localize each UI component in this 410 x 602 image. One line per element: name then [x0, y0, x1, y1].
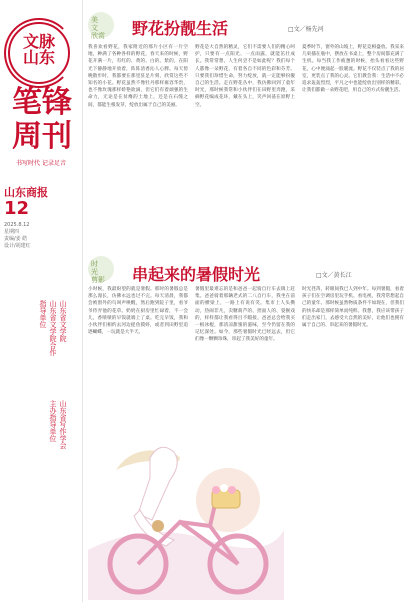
editor-credit: 责编/姜 皓 [4, 236, 28, 242]
section-icon-label-line2: 文 [91, 24, 98, 32]
section-icon-label [91, 260, 105, 284]
bicycle-illustration [88, 350, 284, 600]
page-title-line2: 周刊 [12, 119, 72, 154]
designer-credit: 设计/胡建红 [4, 243, 31, 249]
column-divider [82, 0, 83, 602]
issue-weekday: 星期四 [4, 229, 20, 235]
article-column-2: 野花是大自然的精灵，它们不需要人们的精心呵护，只要有一点阳光、一点雨露，就能茁壮成长。我常常想，人生何尝不是如此呢？我们每个人都像一朵野花，有着各自不同的色彩和芬芳。只要我们珍惜生命，努力绽放，就一定能够扮靓自己的生活。走在野花丛中，我仿佛回到了童年时光，那时候我常和小伙伴们在田野里奔跑，采摘野花编成花环，戴在头上，笑声回荡在原野上空。 [195, 45, 295, 108]
sidebar-masthead [0, 0, 82, 602]
section-icon-label [91, 16, 105, 40]
section-icon-label-line1: 时 [91, 260, 98, 268]
logo-text-line2: 山东 [22, 48, 55, 67]
section-icon-label-line3: 剪影 [91, 276, 105, 284]
section-icon-label-line1: 美 [91, 16, 98, 24]
article-byline: □文／杨先河 [288, 26, 324, 33]
section-icon [88, 12, 114, 38]
section-icon-label-line3: 欣赏 [91, 32, 105, 40]
logo-text [12, 34, 66, 66]
page-title-line1: 笔锋 [12, 85, 72, 120]
vertical-org-2: 山东省文学院合作 [49, 300, 57, 356]
article-column-3: 夏季时节，窗外的山坡上，野花竞相盛放。我采来几束插在瓶中，摆放在书桌上，整个房间都充满了生机。每当我工作疲惫的时候，抬头看看这些野花，心中便涌起一股暖流。野花不仅装点了我的居室，更装点了我的心灵。它们教会我：生活中不必追求轰轰烈烈，平凡之中也能绽放出别样的精彩。让我们都做一朵野花吧，用自己的方式扮靓生活。 [302, 45, 404, 94]
logo-text-line1: 文脉 [22, 32, 55, 51]
vertical-partner-2: 主办指导单位 [49, 400, 57, 442]
article-column-1: 我喜欢看野花，我家附近的那片小区有一片空地，种满了各种各样的野花，春天来的时候，野花开满一片，有红的、黄的、白的、紫的，在阳光下静静地开放着，阵阵清香沁人心脾。每天傍晚散步时，我都要在那里驻足片刻，欣赏这些不知名的小花。野花虽然不像牡丹那样雍容华贵，也不像玫瑰那样娇艳欲滴，但它们有着顽强的生命力，无论是在贫瘠的土地上，还是在石缝之间，都能生根发芽，绽放出属于自己的美丽。 [88, 45, 188, 108]
vertical-contact: 指导单位 [39, 300, 47, 328]
article-column-1: 小时候，我最盼望的就是暑假。那时的暑假总是那么漫长，仿佛永远也过不完。每天清晨，我都会被窗外的鸟叫声唤醒，然后跑到院子里，看爷爷侍弄他的花草。奶奶在厨房里忙碌着，不一会儿，香喷喷的早饭就端上了桌。吃完早饭，我和小伙伴们相约去河边捉鱼摸虾，或者到田野里追逐蝴蝶，一玩就是大半天。 [88, 287, 188, 336]
logo-emblem [8, 22, 70, 84]
article-column-3: 时光荏苒，转眼间我已人到中年。每到暑假，看着孩子们在空调房里玩手机、看电视，我常常想起自己的童年。那时候虽然物质条件不如现在，但我们的快乐却是那样简单而纯粹。我想，我应该带孩子们走出家门，去感受大自然的美好，让他们也拥有属于自己的、串起来的暑假时光。 [302, 287, 404, 329]
slogan: 书写时代 记录足音 [16, 160, 66, 167]
article-title: 野花扮靓生活 [132, 19, 229, 38]
section-icon-label-line2: 光 [91, 268, 98, 276]
vertical-partner: 山东省写作学会 [59, 400, 67, 449]
article-column-2: 暑假里最难忘的是和爸爸一起骑自行车去镇上赶集。爸爸骑着那辆老式的二八自行车，我坐在前面的横梁上，一路上有说有笑。集市上人头攒动，热闹非凡，卖糖葫芦的、捏面人的、耍猴戏的，样样都让我看得目不暇接。爸爸总会给我买一根冰棍，那清凉甜蜜的滋味，至今仍留在我的记忆深处。如今，那些暑假时光已经远去，但它们像一颗颗珍珠，串起了我美好的童年。 [195, 287, 295, 343]
issue-date: 2025.8.12 [4, 222, 30, 228]
newspaper-name: 山东商报 [4, 186, 48, 199]
page-number: 12 [4, 198, 30, 219]
section-icon [88, 256, 114, 282]
vertical-org-1: 山东省文学院 [59, 300, 67, 342]
article-byline: □文／黄长江 [316, 272, 352, 279]
article-title: 串起来的暑假时光 [132, 265, 261, 284]
